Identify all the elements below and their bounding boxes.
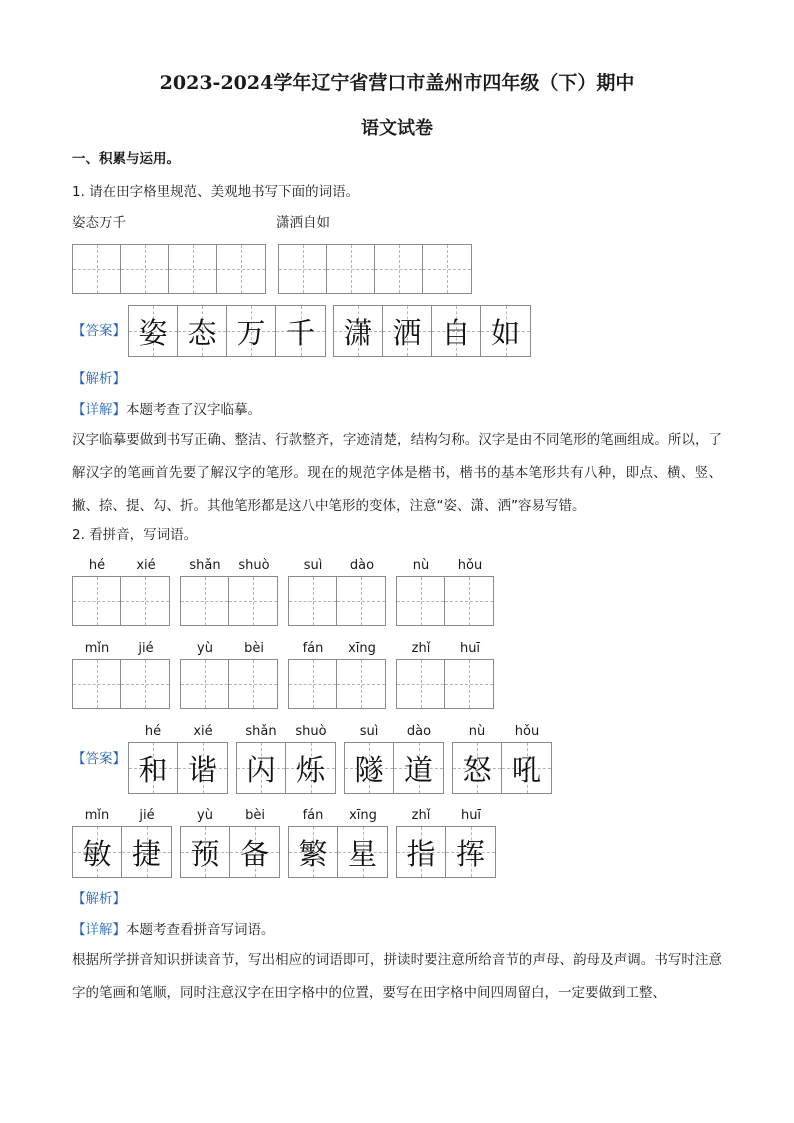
tianzige-cell — [453, 743, 502, 793]
pinyin-label: zhǐ — [411, 641, 431, 656]
tianzige-cell — [394, 743, 443, 793]
pinyin-label: xié — [136, 558, 156, 573]
q2-analysis-label: 【解析】 — [72, 891, 126, 907]
answer-char: 指 — [406, 836, 436, 871]
pinyin-label: bèi — [244, 641, 264, 656]
answer-char: 闪 — [246, 752, 276, 787]
q1-answer-grid-a — [128, 305, 326, 357]
tianzige-cell — [481, 306, 530, 356]
tianzige-cell — [327, 245, 375, 293]
page-title: 2023-2024学年辽宁省营口市盖州市四年级（下）期中 — [159, 72, 635, 94]
q1-answer-label: 【答案】 — [72, 323, 126, 339]
pinyin-label: dào — [406, 724, 432, 739]
tianzige-cell — [397, 577, 445, 625]
q2-detail-label: 【详解】 — [72, 922, 126, 938]
tianzige-cell — [169, 245, 217, 293]
pinyin-label: shǎn — [189, 558, 221, 573]
pinyin-label: yù — [197, 808, 213, 823]
answer-char: 潇 — [343, 315, 373, 350]
tianzige-cell — [502, 743, 551, 793]
pinyin-label: yù — [197, 641, 213, 656]
blank-grid-pair — [180, 576, 278, 626]
tianzige-cell — [227, 306, 276, 356]
tianzige-cell — [334, 306, 383, 356]
tianzige-cell — [73, 245, 121, 293]
tianzige-cell — [73, 577, 121, 625]
blank-grid-pair — [396, 659, 494, 709]
answer-grid-pair — [288, 826, 388, 878]
pinyin-label: hé — [88, 558, 106, 573]
tianzige-cell — [289, 660, 337, 708]
pinyin-label: shuò — [295, 724, 327, 739]
tianzige-cell — [446, 827, 495, 877]
answer-char: 道 — [403, 752, 433, 787]
section-heading: 一、积累与运用。 — [72, 151, 180, 167]
tianzige-cell — [129, 743, 178, 793]
answer-char: 和 — [138, 752, 168, 787]
answer-char: 千 — [285, 315, 315, 350]
answer-char: 预 — [190, 836, 220, 871]
q2-detail — [72, 921, 275, 939]
tianzige-cell — [129, 306, 178, 356]
pinyin-label: huī — [459, 641, 481, 656]
tianzige-cell — [279, 245, 327, 293]
answer-char: 隧 — [354, 752, 384, 787]
tianzige-cell — [375, 245, 423, 293]
tianzige-cell — [230, 827, 279, 877]
tianzige-cell — [345, 743, 394, 793]
pinyin-label: nù — [468, 724, 486, 739]
pinyin-label: xié — [193, 724, 213, 739]
tianzige-cell — [237, 743, 286, 793]
tianzige-cell — [432, 306, 481, 356]
pinyin-label: dào — [349, 558, 375, 573]
blank-grid-pair — [396, 576, 494, 626]
tianzige-cell — [229, 660, 277, 708]
answer-char: 怒 — [462, 752, 492, 787]
pinyin-label: hǒu — [514, 724, 540, 739]
tianzige-cell — [289, 827, 338, 877]
answer-char: 敏 — [82, 836, 112, 871]
pinyin-label: fán — [302, 808, 324, 823]
q1-prompt: 1. 请在田字格里规范、美观地书写下面的词语。 — [72, 184, 360, 200]
tianzige-cell — [337, 577, 385, 625]
answer-char: 吼 — [511, 752, 541, 787]
pinyin-label: huī — [460, 808, 482, 823]
q2-detail-text: 本题考查看拼音写词语。 — [126, 922, 275, 938]
blank-grid-pair — [72, 576, 170, 626]
pinyin-label: jié — [139, 808, 155, 823]
tianzige-cell — [181, 827, 230, 877]
tianzige-cell — [397, 660, 445, 708]
pinyin-label: hé — [144, 724, 162, 739]
pinyin-label: nù — [412, 558, 430, 573]
tianzige-cell — [178, 743, 227, 793]
answer-grid-pair — [236, 742, 336, 794]
tianzige-cell — [122, 827, 171, 877]
tianzige-cell — [181, 577, 229, 625]
blank-grid-pair — [180, 659, 278, 709]
tianzige-cell — [445, 660, 493, 708]
answer-char: 备 — [239, 836, 269, 871]
answer-char: 谐 — [187, 752, 217, 787]
tianzige-cell — [445, 577, 493, 625]
pinyin-label: shuò — [238, 558, 270, 573]
q2-answer-label: 【答案】 — [72, 751, 126, 767]
pinyin-label: hǒu — [457, 558, 483, 573]
q1-blank-grid-a — [72, 244, 266, 294]
q1-blank-grid-b — [278, 244, 472, 294]
answer-char: 态 — [187, 315, 217, 350]
pinyin-label: xīng — [349, 808, 377, 823]
blank-grid-pair — [288, 659, 386, 709]
answer-char: 自 — [441, 315, 471, 350]
answer-char: 如 — [490, 315, 520, 350]
pinyin-label: bèi — [245, 808, 265, 823]
q1-answer-grid-b — [333, 305, 531, 357]
tianzige-cell — [289, 577, 337, 625]
answer-char: 万 — [236, 315, 266, 350]
answer-grid-pair — [396, 826, 496, 878]
answer-char: 烁 — [295, 752, 325, 787]
pinyin-label: shǎn — [245, 724, 277, 739]
tianzige-cell — [383, 306, 432, 356]
answer-grid-pair — [452, 742, 552, 794]
answer-char: 挥 — [455, 836, 485, 871]
answer-char: 星 — [347, 836, 377, 871]
tianzige-cell — [178, 306, 227, 356]
q2-body: 根据所学拼音知识拼读音节，写出相应的词语即可，拼读时要注意所给音节的声母、韵母及声调。书写时注意字的笔画和笔顺，同时注意汉字在田字格中的位置，要写在田字格中间四周留白，一定要做到工整、 — [72, 952, 722, 1001]
q1-detail — [72, 401, 261, 419]
answer-grid-pair — [72, 826, 172, 878]
tianzige-cell — [229, 577, 277, 625]
tianzige-cell — [217, 245, 265, 293]
answer-grid-pair — [344, 742, 444, 794]
q1-detail-text: 本题考查了汉字临摹。 — [126, 402, 261, 418]
tianzige-cell — [397, 827, 446, 877]
pinyin-label: mǐn — [84, 808, 110, 823]
q1-body: 汉字临摹要做到书写正确、整洁、行款整齐，字迹清楚，结构匀称。汉字是由不同笔形的笔画组成。所以，了解汉字的笔画首先要了解汉字的笔形。现在的规范字体是楷书，楷书的基本笔形共有八种，即点、横、竖、撇、捺、提、勾、折。其他笔形都是这八中笔形的变体，注意“姿、潇、洒”容易写错。 — [72, 432, 722, 514]
tianzige-cell — [73, 660, 121, 708]
pinyin-label: xīng — [348, 641, 376, 656]
blank-grid-pair — [288, 576, 386, 626]
tianzige-cell — [338, 827, 387, 877]
tianzige-cell — [121, 577, 169, 625]
answer-grid-pair — [180, 826, 280, 878]
pinyin-label: mǐn — [84, 641, 110, 656]
q1-word-b: 潇洒自如 — [276, 215, 330, 231]
answer-char: 洒 — [392, 315, 422, 350]
pinyin-label: zhǐ — [411, 808, 431, 823]
tianzige-cell — [423, 245, 471, 293]
tianzige-cell — [337, 660, 385, 708]
answer-char: 姿 — [138, 315, 168, 350]
pinyin-label: suì — [303, 558, 323, 573]
pinyin-label: fán — [302, 641, 324, 656]
tianzige-cell — [181, 660, 229, 708]
pinyin-label: jié — [138, 641, 154, 656]
tianzige-cell — [286, 743, 335, 793]
answer-grid-pair — [128, 742, 228, 794]
tianzige-cell — [121, 245, 169, 293]
blank-grid-pair — [72, 659, 170, 709]
q1-analysis-label: 【解析】 — [72, 371, 126, 387]
q2-prompt: 2. 看拼音，写词语。 — [72, 527, 198, 543]
tianzige-cell — [276, 306, 325, 356]
pinyin-label: suì — [359, 724, 379, 739]
q1-detail-label: 【详解】 — [72, 402, 126, 418]
tianzige-cell — [73, 827, 122, 877]
q1-word-a: 姿态万千 — [72, 215, 126, 231]
answer-char: 繁 — [298, 836, 328, 871]
page-subtitle: 语文试卷 — [361, 118, 433, 139]
answer-char: 捷 — [131, 836, 161, 871]
tianzige-cell — [121, 660, 169, 708]
